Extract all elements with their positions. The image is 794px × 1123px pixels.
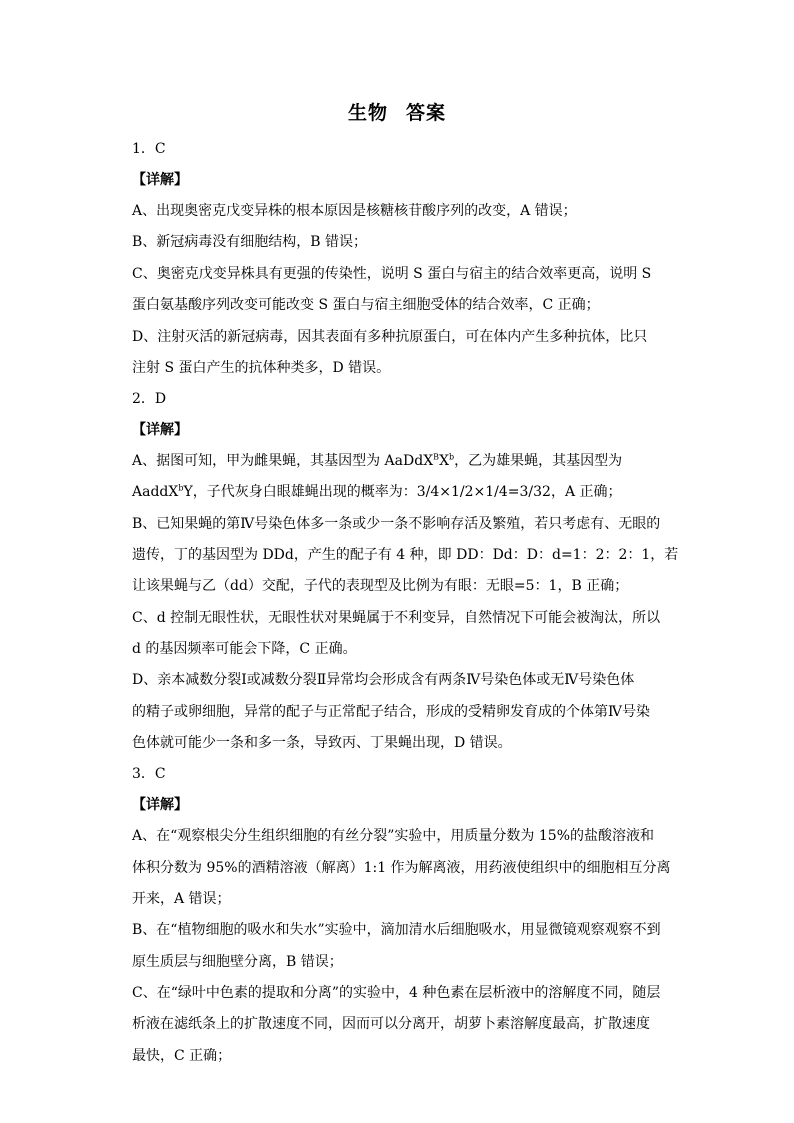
q2-option-b-line3: 让该果蝇与乙（dd）交配，子代的表现型及比例为有眼：无眼=5：1，B 正确； <box>132 578 629 594</box>
q1-option-d-line2: 注射 S 蛋白产生的抗体种类多，D 错误。 <box>132 360 391 376</box>
q2-option-a-line1 <box>132 451 672 471</box>
q3-option-a-line2: 体积分数为 95%的酒精溶液（解离）1:1 作为解离液，用药液使组织中的细胞相互分离 <box>132 860 671 876</box>
q3-option-a-line1: A、在“观察根尖分生组织细胞的有丝分裂”实验中，用质量分数为 15%的盐酸溶液和 <box>132 828 654 844</box>
q2-number: 2．D <box>132 391 167 407</box>
q2-a1-pre: A、据图可知，甲为雌果蝇，其基因型为 AaDdX <box>132 453 434 469</box>
q2-option-d-line3: 色体就可能少一条和多一条，导致丙、丁果蝇出现，D 错误。 <box>132 735 512 751</box>
q2-a1-sup2: b <box>449 452 455 462</box>
q1-number: 1．C <box>132 141 166 157</box>
q2-a1-post: ，乙为雄果蝇，其基因型为 <box>454 453 623 469</box>
q3-option-a-line3: 开来，A 错误； <box>132 891 231 907</box>
title-subject: 生物 <box>347 102 388 124</box>
q1-option-a: A、出现奥密克戊变异株的根本原因是核糖核苷酸序列的改变，A 错误； <box>132 203 577 219</box>
q2-option-d-line1: D、亲本减数分裂Ⅰ或减数分裂Ⅱ异常均会形成含有两条Ⅳ号染色体或无Ⅳ号染色体 <box>132 672 635 688</box>
q2-detail-tag: 【详解】 <box>132 422 188 438</box>
q3-option-b-line1: B、在“植物细胞的吸水和失水”实验中，滴加清水后细胞吸水，用显微镜观察观察不到 <box>132 922 661 938</box>
q2-a1-mid: X <box>439 453 450 469</box>
q2-a1-sup1: B <box>433 452 440 462</box>
q3-number: 3．C <box>132 766 166 782</box>
q1-option-b: B、新冠病毒没有细胞结构，B 错误； <box>132 234 368 250</box>
q2-option-c-line2: d 的基因频率可能会下降，C 正确。 <box>132 641 357 657</box>
q2-option-b-line1: B、已知果蝇的第Ⅳ号染色体多一条或少一条不影响存活及繁殖，若只考虑有、无眼的 <box>132 516 661 532</box>
page-title <box>0 98 794 125</box>
q1-option-c-line1: C、奥密克戊变异株具有更强的传染性，说明 S 蛋白与宿主的结合效率更高，说明 S <box>132 266 652 282</box>
q3-option-b-line2: 原生质层与细胞壁分离，B 错误； <box>132 954 343 970</box>
q2-a2-pre: AaddX <box>132 484 179 500</box>
q3-option-c-line2: 析液在滤纸条上的扩散速度不同，因而可以分离开，胡萝卜素溶解度最高，扩散速度 <box>132 1016 650 1032</box>
q2-a2-sup: b <box>178 483 184 493</box>
q2-option-c-line1: C、d 控制无眼性状，无眼性状对果蝇属于不利变异，自然情况下可能会被淘汰，所以 <box>132 610 661 626</box>
q2-option-b-line2: 遗传，丁的基因型为 DDd，产生的配子有 4 种，即 DD：Dd：D：d=1：2：2：1，若 <box>132 547 679 563</box>
q2-option-a-line2 <box>132 482 672 502</box>
q1-option-c-line2: 蛋白氨基酸序列改变可能改变 S 蛋白与宿主细胞受体的结合效率，C 正确； <box>132 297 600 313</box>
q2-a2-post: Y，子代灰身白眼雄蝇出现的概率为：3/4×1/2×1/4=3/32，A 正确； <box>183 484 622 500</box>
q3-option-c-line1: C、在“绿叶中色素的提取和分离”的实验中，4 种色素在层析液中的溶解度不同，随层 <box>132 985 661 1001</box>
q3-detail-tag: 【详解】 <box>132 797 188 813</box>
q1-option-d-line1: D、注射灭活的新冠病毒，因其表面有多种抗原蛋白，可在体内产生多种抗体，比只 <box>132 329 648 345</box>
q1-detail-tag: 【详解】 <box>132 172 188 188</box>
q3-option-c-line3: 最快，C 正确； <box>132 1048 232 1064</box>
title-answer: 答案 <box>406 102 447 124</box>
q2-option-d-line2: 的精子或卵细胞，异常的配子与正常配子结合，形成的受精卵发育成的个体第Ⅳ号染 <box>132 704 650 720</box>
